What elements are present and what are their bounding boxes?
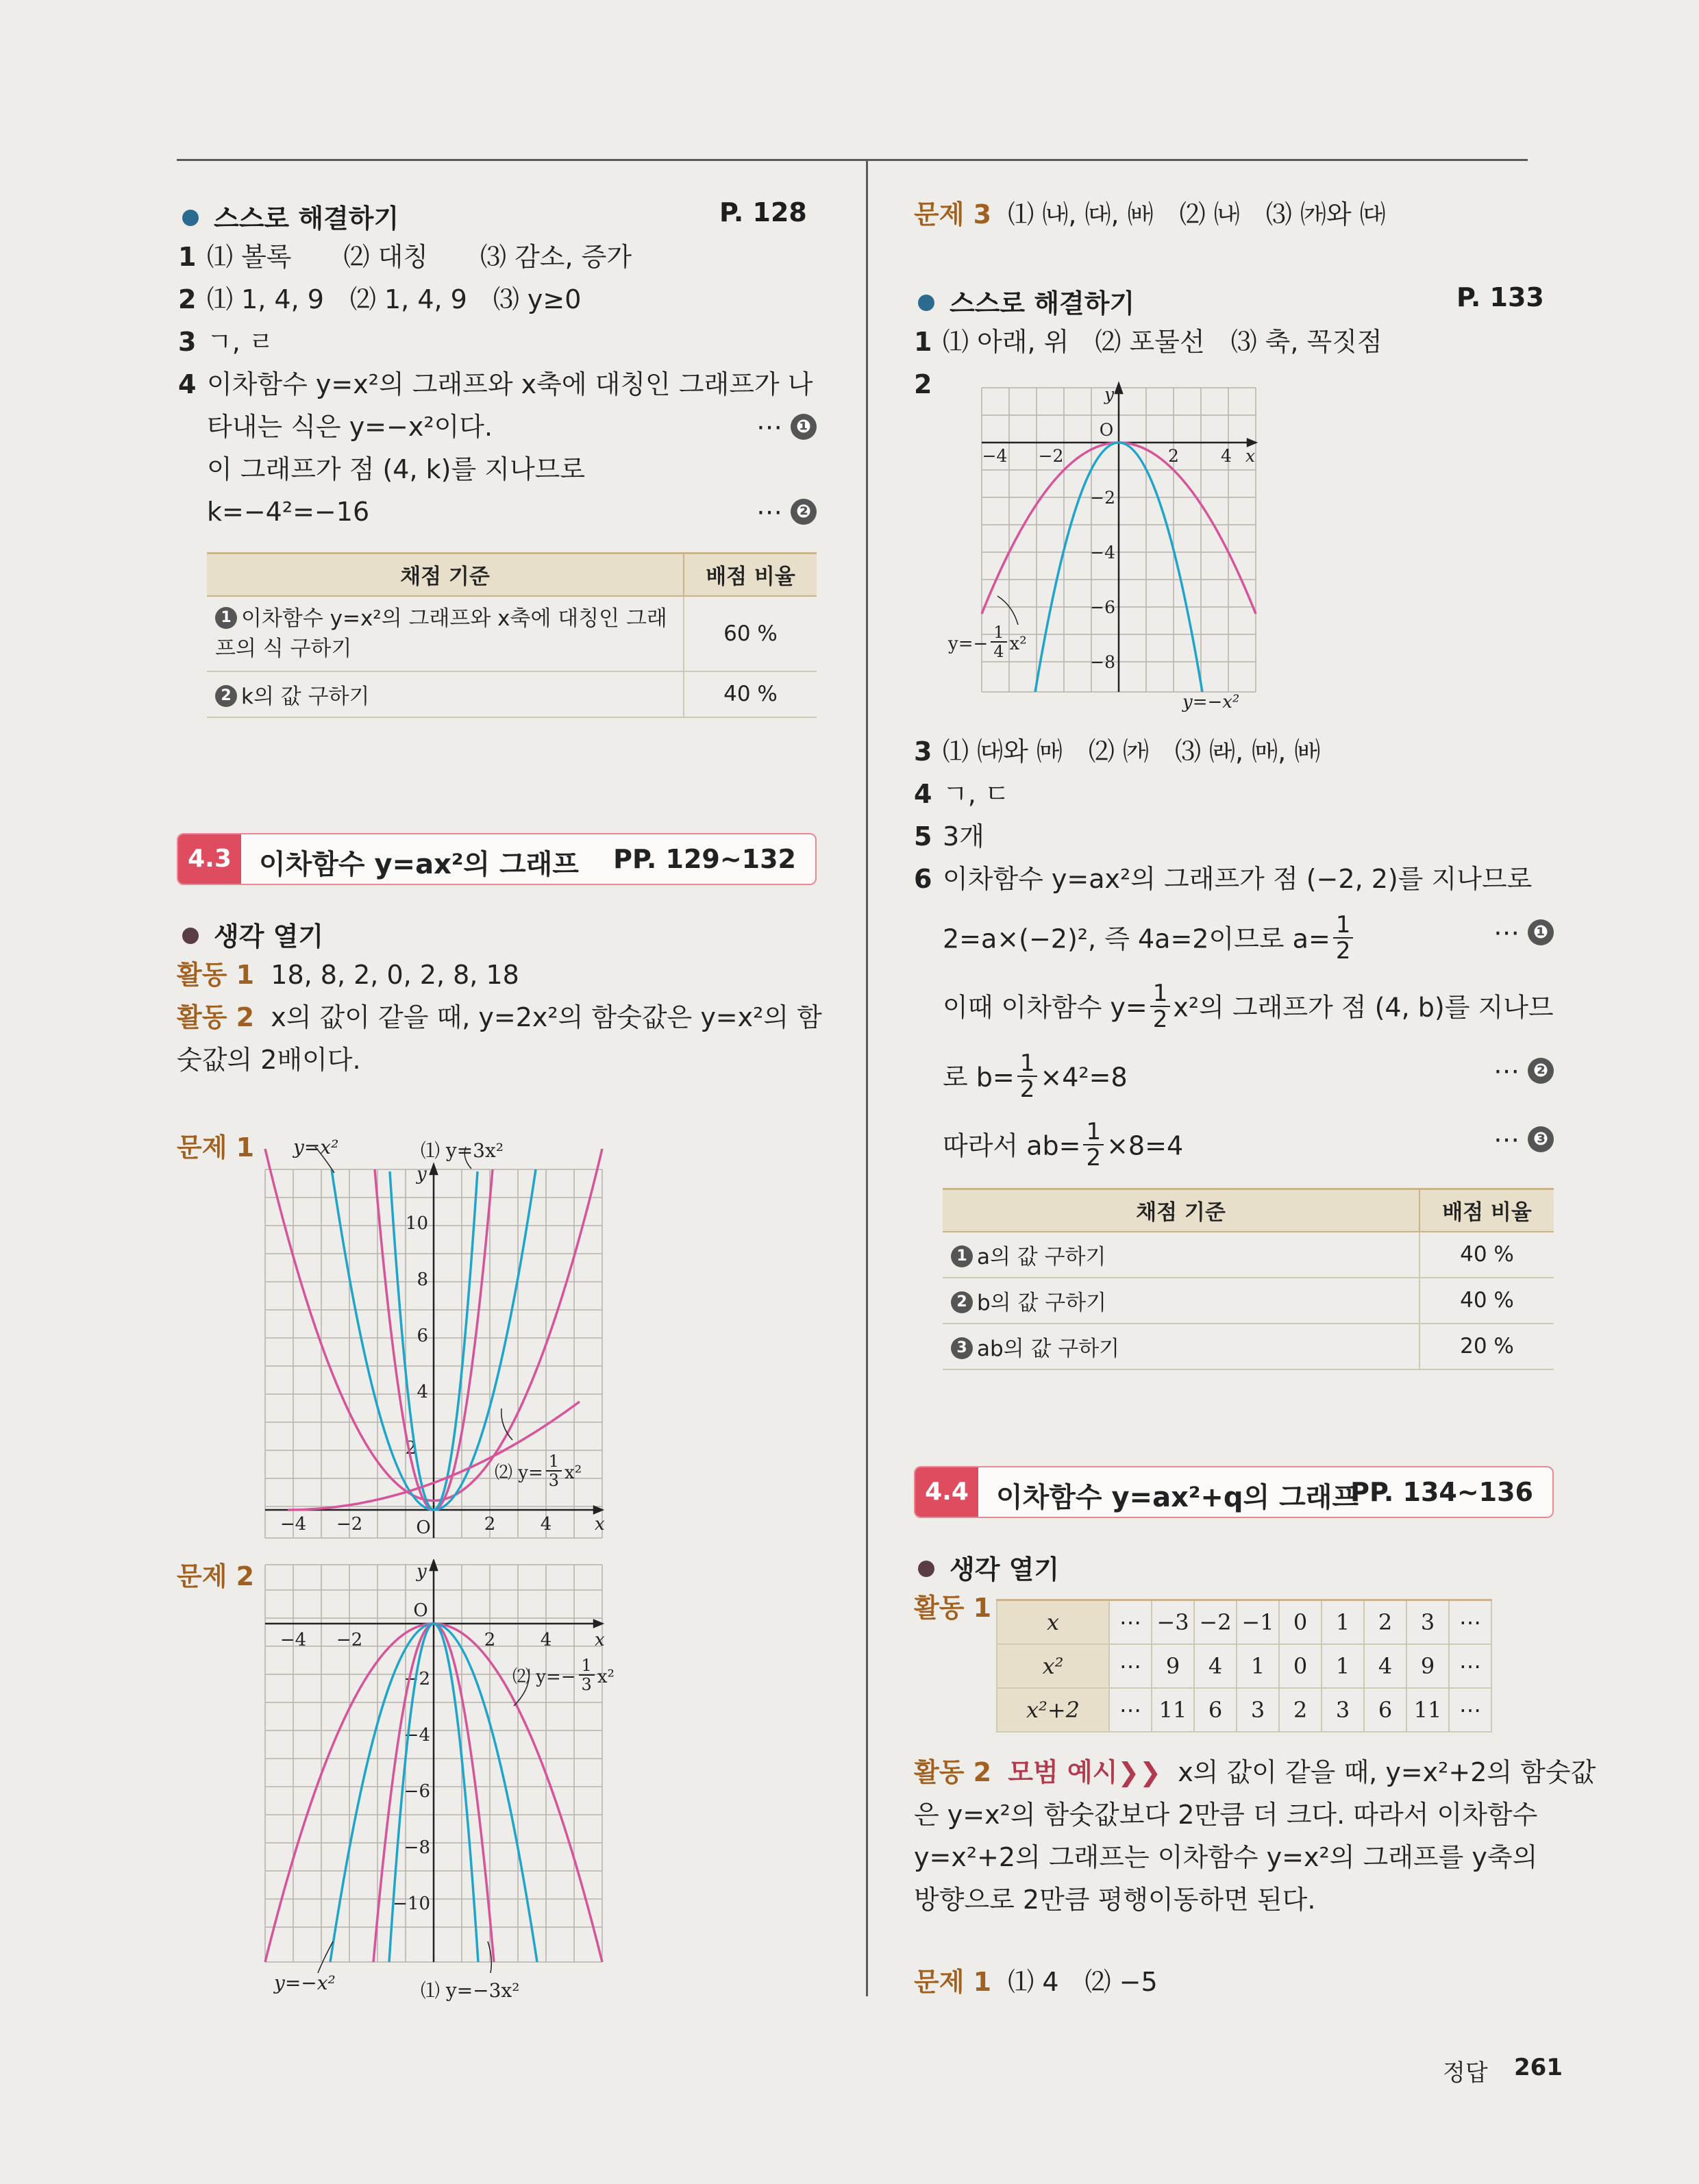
table-header: 배점 비율 — [684, 554, 817, 596]
svg-text:x: x — [595, 1514, 605, 1535]
svg-text:2: 2 — [484, 1514, 496, 1535]
svg-text:−4: −4 — [280, 1514, 307, 1535]
bullet-icon — [918, 295, 934, 311]
left-item-4: 4 이차함수 y=x²의 그래프와 x축에 대칭인 그래프가 나 — [178, 369, 813, 399]
table-header: 채점 기준 — [207, 554, 684, 596]
svg-text:O: O — [413, 1600, 428, 1621]
activity-2-right-line-2: 은 y=x²의 함숫값보다 2만큼 더 크다. 따라서 이차함수 — [914, 1800, 1538, 1830]
table-row: x² ⋯ 9 4 1 0 1 4 9 ⋯ — [997, 1644, 1491, 1688]
section-banner-4-4: 4.4 이차함수 y=ax²+q의 그래프 PP. 134~136 — [914, 1466, 1554, 1518]
left-item-4-line-3: 이 그래프가 점 (4, k)를 지나므로 — [207, 454, 586, 484]
table-row: 2 b의 값 구하기 40 % — [943, 1278, 1554, 1324]
problem-2-label: 문제 2 — [177, 1561, 255, 1591]
page-ref-right: P. 133 — [1456, 282, 1544, 312]
table-row: x²+2 ⋯ 11 6 3 2 3 6 11 ⋯ — [997, 1688, 1491, 1732]
svg-text:−8: −8 — [1090, 652, 1115, 672]
bullet-icon — [182, 928, 199, 944]
curve-label-y-neg-x2: y=−x² — [274, 1972, 336, 1994]
svg-text:−2: −2 — [404, 1669, 430, 1689]
svg-text:−6: −6 — [1090, 597, 1115, 617]
svg-text:O: O — [416, 1517, 431, 1538]
svg-text:−4: −4 — [982, 446, 1008, 466]
activity-2-right-line-4: 방향으로 2만큼 평행이동하면 된다. — [914, 1885, 1316, 1915]
axes — [265, 1561, 602, 1962]
tick-labels — [280, 1561, 605, 1914]
page-number: 261 — [1514, 2054, 1563, 2081]
right-item-6: 6 이차함수 y=ax²의 그래프가 점 (−2, 2)를 지나므로 — [914, 864, 1533, 894]
step-marker-2: ⋯ ❷ — [756, 495, 817, 529]
think-header-right: 생각 열기 — [918, 1548, 1059, 1586]
left-item-2: 2 ⑴ 1, 4, 9 ⑵ 1, 4, 9 ⑶ y≥0 — [178, 284, 582, 314]
svg-text:4: 4 — [417, 1382, 428, 1402]
left-item-4-line-2: 타내는 식은 y=−x²이다. — [207, 412, 493, 442]
activity-2-left: 활동 2 x의 값이 같을 때, y=2x²의 함숫값은 y=x²의 함 — [177, 1002, 822, 1032]
footer-label: 정답 — [1443, 2059, 1488, 2087]
svg-text:x: x — [595, 1630, 605, 1650]
step-marker-1-right: ⋯ ❶ — [1493, 915, 1554, 950]
right-item-2: 2 — [914, 369, 932, 399]
left-item-4-line-4: k=−4²=−16 — [207, 497, 370, 527]
svg-text:−4: −4 — [1090, 543, 1115, 562]
right-item-5: 5 3개 — [914, 821, 984, 852]
activity-2-left-line-2: 숫값의 2배이다. — [177, 1045, 361, 1075]
svg-text:−2: −2 — [336, 1514, 363, 1535]
table-row: 1 이차함수 y=x²의 그래프와 x축에 대칭인 그래프의 식 구하기 60 % — [207, 596, 817, 671]
table-row: 1 a의 값 구하기 40 % — [943, 1232, 1554, 1278]
right-item-1: 1 ⑴ 아래, 위 ⑵ 포물선 ⑶ 축, 꼭짓점 — [914, 327, 1382, 357]
right-item-6-line-2: 2=a×(−2)², 즉 4a=2이므로 a= $\frac{1}{2}$ — [943, 915, 1356, 966]
self-solve-header-left: 스스로 해결하기 — [182, 197, 399, 235]
bullet-icon — [918, 1561, 934, 1577]
page-ref-left: P. 128 — [719, 197, 807, 227]
svg-text:2: 2 — [405, 1438, 417, 1459]
problem-3-right: 문제 3 ⑴ ㈏, ㈐, ㈓ ⑵ ㈏ ⑶ ㈎와 ㈐ — [914, 199, 1386, 229]
curve-label-y-3x2: ⑴ y=3x² — [421, 1139, 504, 1162]
svg-text:4: 4 — [1221, 446, 1232, 466]
svg-text:x: x — [1245, 446, 1256, 466]
right-item-6-line-4: 로 b= $\frac{1}{2}$ ×4²=8 — [943, 1050, 1128, 1103]
svg-text:−10: −10 — [393, 1894, 430, 1914]
curve-label-y-neg-x2-right: y=−x² — [1182, 692, 1240, 712]
svg-text:y: y — [417, 1164, 427, 1184]
svg-text:8: 8 — [417, 1269, 428, 1290]
step-marker-3-right: ⋯ ❸ — [1493, 1122, 1554, 1156]
section-banner-4-3: 4.3 이차함수 y=ax²의 그래프 PP. 129~132 — [177, 833, 817, 885]
right-item-3: 3 ⑴ ㈐와 ㈒ ⑵ ㈎ ⑶ ㈑, ㈒, ㈓ — [914, 736, 1321, 767]
curve-label-y-neg-3x2: ⑴ y=−3x² — [421, 1979, 520, 2002]
right-item-6-line-5: 따라서 ab= $\frac{1}{2}$ ×8=4 — [943, 1118, 1184, 1171]
right-item-4: 4 ㄱ, ㄷ — [914, 779, 1010, 809]
svg-text:−2: −2 — [336, 1630, 363, 1650]
right-item-6-line-3: 이때 이차함수 y= $\frac{1}{2}$ x²의 그래프가 점 (4, b)를 지나므 — [943, 980, 1554, 1033]
svg-text:O: O — [1099, 420, 1114, 440]
svg-text:−8: −8 — [404, 1837, 430, 1858]
table-row: 2 k의 값 구하기 40 % — [207, 671, 817, 717]
bullet-icon — [182, 210, 199, 226]
activity-1-right-label: 활동 1 — [914, 1593, 992, 1623]
activity-2-right-line-3: y=x²+2의 그래프는 이차함수 y=x²의 그래프를 y축의 — [914, 1842, 1538, 1872]
table-row: 3 ab의 값 구하기 20 % — [943, 1324, 1554, 1369]
svg-text:−4: −4 — [280, 1630, 307, 1650]
problem-1-right: 문제 1 ⑴ 4 ⑵ −5 — [914, 1967, 1158, 1997]
left-item-1: 1 ⑴ 볼록 ⑵ 대칭 ⑶ 감소, 증가 — [178, 242, 632, 272]
double-chevron-icon: ❯❯ — [1117, 1757, 1162, 1787]
graph-problem-1 — [260, 1124, 644, 1541]
think-header-left: 생각 열기 — [182, 915, 323, 953]
table-header: 배점 비율 — [1419, 1189, 1554, 1232]
curve-label-y-third-x2: ⑵ y= $\frac{1}{3}$ x² — [495, 1452, 582, 1490]
activity-1-left: 활동 1 18, 8, 2, 0, 2, 8, 18 — [177, 960, 519, 990]
graph-item-2 — [945, 377, 1274, 726]
value-table — [996, 1599, 1492, 1733]
activity-2-right: 활동 2 모범 예시❯❯ x의 값이 같을 때, y=x²+2의 함숫값 — [914, 1757, 1596, 1787]
svg-text:y: y — [1104, 384, 1115, 404]
svg-text:2: 2 — [484, 1630, 496, 1650]
svg-text:−2: −2 — [1038, 446, 1064, 466]
scoring-table-left — [207, 552, 817, 718]
svg-text:4: 4 — [540, 1630, 552, 1650]
svg-text:−4: −4 — [404, 1725, 430, 1746]
svg-text:4: 4 — [540, 1514, 552, 1535]
step-marker-2-right: ⋯ ❷ — [1493, 1054, 1554, 1088]
svg-text:6: 6 — [417, 1326, 428, 1346]
self-solve-header-right: 스스로 해결하기 — [918, 282, 1134, 320]
curve-label-y-neg-quarter-x2: y=− $\frac{1}{4}$ x² — [948, 623, 1027, 661]
svg-text:−2: −2 — [1090, 488, 1115, 508]
svg-text:2: 2 — [1168, 446, 1179, 466]
top-rule — [177, 159, 1528, 161]
svg-text:−6: −6 — [404, 1781, 430, 1802]
curve-label-y-neg-third-x2: ⑵ y=− $\frac{1}{3}$ x² — [512, 1656, 615, 1694]
column-rule — [866, 160, 868, 1996]
table-row: x ⋯ −3 −2 −1 0 1 2 3 ⋯ — [997, 1600, 1491, 1644]
svg-text:y: y — [417, 1561, 427, 1582]
problem-1-label: 문제 1 — [177, 1132, 255, 1163]
step-marker-1: ⋯ ❶ — [756, 410, 817, 444]
left-item-3: 3 ㄱ, ㄹ — [178, 327, 274, 357]
curve-label-y-x2: y=x² — [293, 1136, 339, 1158]
scoring-table-right — [943, 1188, 1554, 1370]
table-header: 채점 기준 — [943, 1189, 1419, 1232]
graph-problem-2 — [260, 1559, 644, 1984]
svg-text:10: 10 — [405, 1213, 428, 1234]
